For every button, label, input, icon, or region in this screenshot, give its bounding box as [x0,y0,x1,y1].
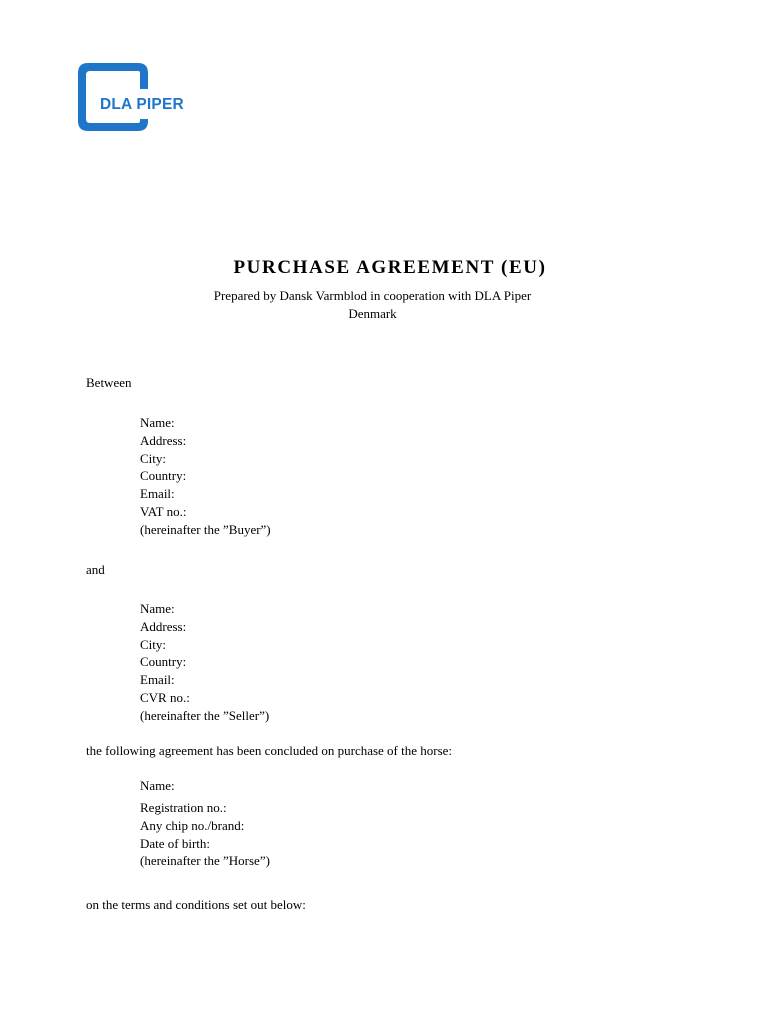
closing-text: on the terms and conditions set out below: [86,897,306,912]
document-title: PURCHASE AGREEMENT (EU) [233,257,547,278]
buyer-city-field: City: [140,450,167,466]
seller-address-field: Address: [140,618,187,634]
buyer-name-field: Name: [140,415,175,430]
horse-block [140,777,175,795]
between-label: Between [86,375,132,390]
seller-block [140,600,269,725]
dla-piper-logo [78,63,202,131]
buyer-designation: (hereinafter the ”Buyer”) [140,521,271,537]
logo-wordmark: DLA PIPER [100,96,184,113]
subtitle-line-1: Prepared by Dansk Varmblod in cooperation with DLA Piper [213,288,532,303]
buyer-vat-field: VAT no.: [140,503,187,519]
horse-chip-field: Any chip no./brand: [140,817,245,833]
buyer-address-field: Address: [140,432,187,448]
horse-dob-field: Date of birth: [140,835,211,851]
buyer-block [140,414,271,539]
horse-registration-field: Registration no.: [140,800,227,815]
and-label: and [86,562,105,577]
buyer-country-field: Country: [140,468,187,484]
buyer-email-field: Email: [140,486,175,502]
seller-email-field: Email: [140,672,175,688]
horse-designation: (hereinafter the ”Horse”) [140,853,270,869]
seller-cvr-field: CVR no.: [140,689,190,705]
horse-intro: the following agreement has been concluded on purchase of the horse: [86,743,453,758]
seller-country-field: Country: [140,654,187,670]
horse-name-field: Name: [140,778,175,793]
seller-name-field: Name: [140,601,175,616]
seller-designation: (hereinafter the ”Seller”) [140,707,270,723]
seller-city-field: City: [140,636,167,652]
subtitle-line-2: Denmark [348,306,397,321]
document-subtitle [180,287,565,323]
horse-details-block [140,799,270,870]
